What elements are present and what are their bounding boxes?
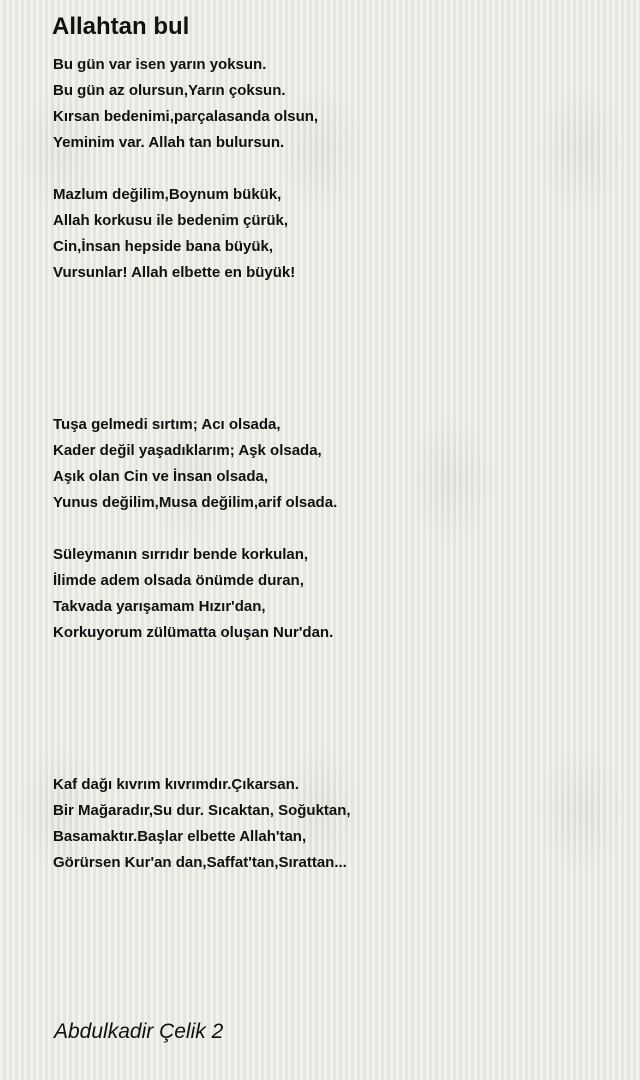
poem-line: Cin,İnsan hepside bana büyük, <box>53 238 274 255</box>
stanza-5 <box>53 772 351 876</box>
poem-line: Kaf dağı kıvrım kıvrımdır.Çıkarsan. <box>53 776 299 793</box>
stanza-4 <box>53 542 333 646</box>
poem-line: Süleymanın sırrıdır bende korkulan, <box>53 546 309 563</box>
poem-title: Allahtan bul <box>52 13 190 40</box>
poem-line: Vursunlar! Allah elbette en büyük! <box>53 264 296 281</box>
poem-line: Bir Mağaradır,Su dur. Sıcaktan, Soğuktan, <box>53 802 351 819</box>
poem-line: Bu gün az olursun,Yarın çoksun. <box>53 82 286 99</box>
poem-line: Bu gün var isen yarın yoksun. <box>53 56 267 73</box>
poem-line: Allah korkusu ile bedenim çürük, <box>53 212 289 229</box>
stanza-3 <box>53 412 337 516</box>
poem-line: Kader değil yaşadıklarım; Aşk olsada, <box>53 442 322 459</box>
poem-line: Aşık olan Cin ve İnsan olsada, <box>53 468 269 485</box>
stanza-2 <box>53 182 295 286</box>
poem-author: Abdulkadir Çelik 2 <box>54 1020 224 1043</box>
poem-line: Mazlum değilim,Boynum bükük, <box>53 186 282 203</box>
poem-line: Yunus değilim,Musa değilim,arif olsada. <box>53 494 338 511</box>
poem-line: Yeminim var. Allah tan bulursun. <box>53 134 285 151</box>
poem-line: Basamaktır.Başlar elbette Allah'tan, <box>53 828 307 845</box>
poem-line: Kırsan bedenimi,parçalasanda olsun, <box>53 108 319 125</box>
stanza-1 <box>53 52 318 156</box>
poem-line: Görürsen Kur'an dan,Saffat'tan,Sırattan... <box>53 854 347 871</box>
poem-line: Takvada yarışamam Hızır'dan, <box>53 598 266 615</box>
poem-line: İlimde adem olsada önümde duran, <box>53 572 304 589</box>
poem-line: Tuşa gelmedi sırtım; Acı olsada, <box>53 416 281 433</box>
poem-line: Korkuyorum zülümatta oluşan Nur'dan. <box>53 624 334 641</box>
